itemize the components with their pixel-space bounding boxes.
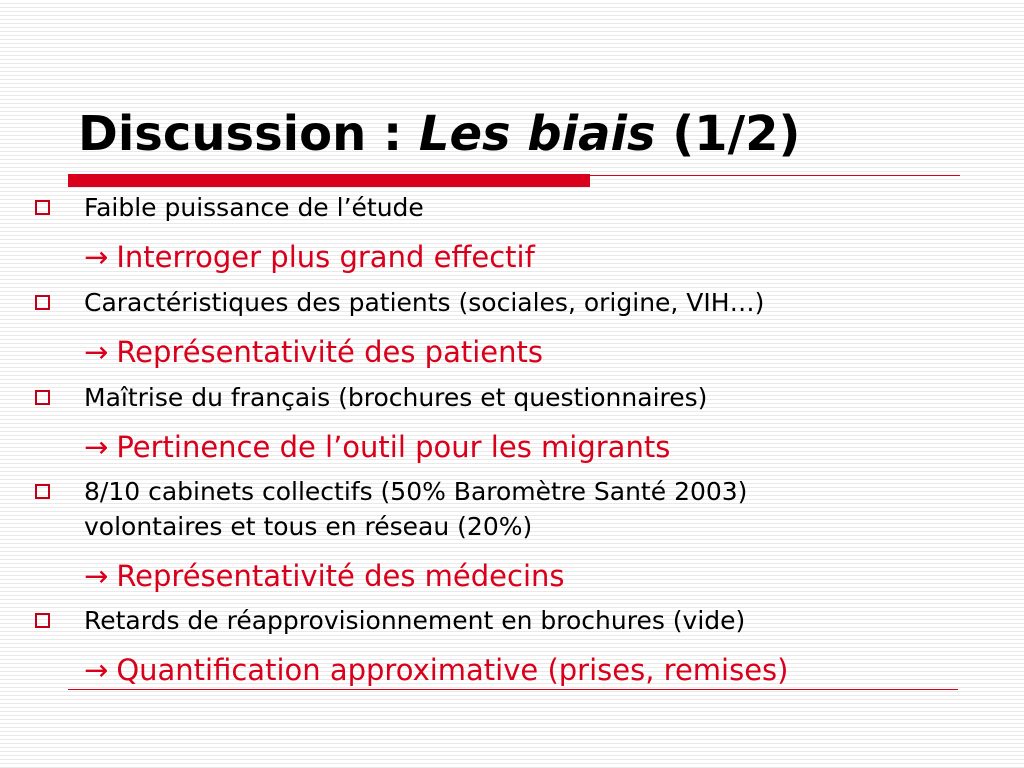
list-item: [34, 285, 994, 371]
conclusion-text: Représentativité des médecins: [116, 559, 565, 593]
item-text: Maîtrise du français (brochures et questionnaires): [84, 383, 708, 412]
right-arrow-icon: →: [84, 559, 109, 593]
item-conclusion: [34, 238, 994, 276]
list-item: [34, 474, 994, 595]
right-arrow-icon: →: [84, 335, 109, 369]
item-conclusion: [34, 557, 994, 595]
item-text-line-1: 8/10 cabinets collectifs (50% Baromètre Santé 2003): [84, 477, 748, 506]
list-item: [34, 380, 994, 466]
hollow-square-bullet-icon: [35, 484, 50, 499]
right-arrow-icon: →: [84, 653, 109, 687]
conclusion-text: Quantification approximative (prises, remises): [116, 653, 789, 687]
title-underline-bar: [68, 174, 590, 187]
title-main: Discussion :: [78, 106, 419, 162]
conclusion-text: Représentativité des patients: [116, 335, 543, 369]
list-item: [34, 190, 994, 276]
list-item: [34, 603, 994, 689]
item-conclusion: [34, 333, 994, 371]
item-text: Retards de réapprovisionnement en brochures (vide): [84, 606, 746, 635]
item-text: Caractéristiques des patients (sociales, origine, VIH…): [84, 288, 765, 317]
hollow-square-bullet-icon: [35, 390, 50, 405]
item-conclusion: [34, 428, 994, 466]
item-conclusion: [34, 651, 994, 689]
footer-line: [68, 689, 958, 690]
slide-title: [78, 104, 800, 164]
title-suffix: (1/2): [655, 106, 801, 162]
hollow-square-bullet-icon: [35, 295, 50, 310]
hollow-square-bullet-icon: [35, 613, 50, 628]
hollow-square-bullet-icon: [35, 200, 50, 215]
conclusion-text: Interroger plus grand effectif: [116, 240, 535, 274]
item-text-line-2: volontaires et tous en réseau (20%): [84, 512, 533, 541]
item-text: Faible puissance de l’étude: [84, 193, 424, 222]
title-italic: Les biais: [418, 106, 656, 162]
conclusion-text: Pertinence de l’outil pour les migrants: [116, 430, 671, 464]
title-underline-line: [590, 175, 960, 176]
right-arrow-icon: →: [84, 240, 109, 274]
bullet-list: [34, 190, 994, 689]
right-arrow-icon: →: [84, 430, 109, 464]
